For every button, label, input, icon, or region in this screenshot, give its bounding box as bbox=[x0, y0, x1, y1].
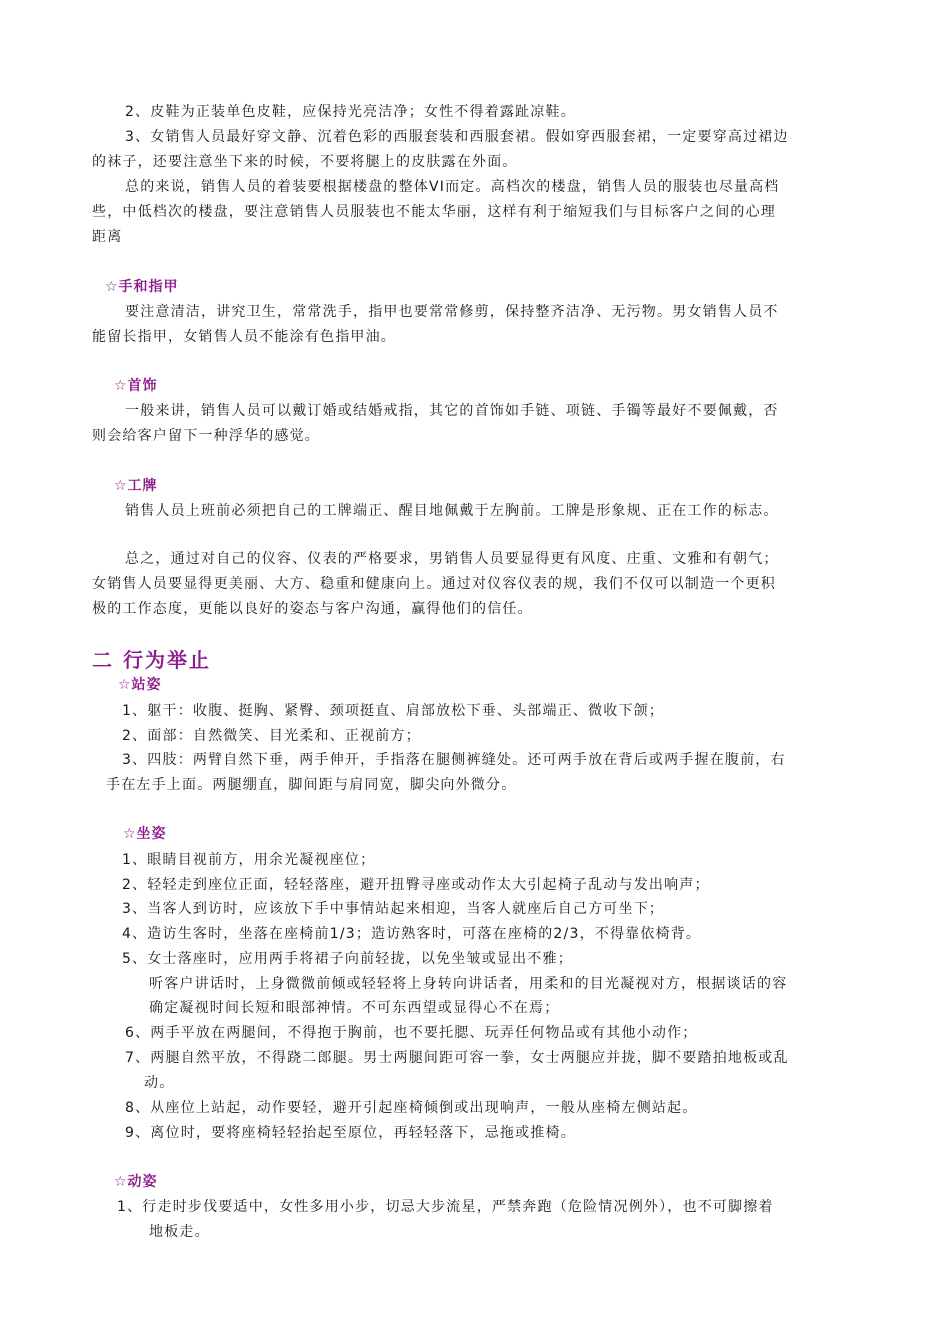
text-line: 距离 bbox=[92, 229, 123, 245]
heading-hands-nails: ☆手和指甲 bbox=[105, 279, 179, 295]
text-line: 2、轻轻走到座位正面，轻轻落座，避开扭臀寻座或动作太大引起椅子乱动与发出响声； bbox=[122, 877, 710, 893]
text-line: 6、两手平放在两腿间，不得抱于胸前，也不要托腮、玩弄任何物品或有其他小动作； bbox=[125, 1025, 698, 1041]
heading-sitting: ☆坐姿 bbox=[123, 826, 167, 842]
text-line: 能留长指甲，女销售人员不能涂有色指甲油。 bbox=[92, 329, 396, 345]
section-title: 二 行为举止 bbox=[92, 648, 211, 672]
text-line: 要注意清洁，讲究卫生，常常洗手，指甲也要常常修剪，保持整齐洁净、无污物。男女销售人员不 bbox=[125, 304, 779, 320]
text-line: 1、眼睛目视前方，用余光凝视座位； bbox=[122, 852, 376, 868]
text-line: 手在左手上面。两腿绷直，脚间距与肩同宽，脚尖向外微分。 bbox=[106, 777, 517, 793]
text-line: 销售人员上班前必须把自己的工牌端正、醒目地佩戴于左胸前。工牌是形象规、正在工作的标志。 bbox=[125, 503, 779, 519]
text-line: 2、皮鞋为正装单色皮鞋，应保持光亮洁净；女性不得着露趾凉鞋。 bbox=[125, 104, 576, 120]
text-line: 地板走。 bbox=[149, 1224, 210, 1240]
text-line: 3、四肢：两臂自然下垂，两手伸开，手指落在腿侧裤缝处。还可两手放在背后或两手握在腹前，右 bbox=[122, 752, 786, 768]
text-line: 一般来讲，销售人员可以戴订婚或结婚戒指，其它的首饰如手链、项链、手镯等最好不要佩戴，否 bbox=[125, 403, 779, 419]
text-line: 极的工作态度，更能以良好的姿态与客户沟通，赢得他们的信任。 bbox=[92, 601, 533, 617]
heading-badge: ☆工牌 bbox=[114, 478, 158, 494]
text-line: 3、女销售人员最好穿文静、沉着色彩的西服套装和西服套裙。假如穿西服套裙，一定要穿高过裙边 bbox=[125, 129, 789, 145]
text-line: 8、从座位上站起，动作要轻，避开引起座椅倾倒或出现响声，一般从座椅左侧站起。 bbox=[125, 1100, 698, 1116]
text-line: 的袜子，还要注意坐下来的时候，不要将腿上的皮肤露在外面。 bbox=[92, 154, 518, 170]
text-line: 9、离位时，要将座椅轻轻抬起至原位，再轻轻落下，忌拖或推椅。 bbox=[125, 1125, 576, 1141]
text-line: 动。 bbox=[144, 1075, 175, 1091]
text-line: 1、行走时步伐要适中，女性多用小步，切忌大步流星，严禁奔跑（危险情况例外），也不可脚擦着 bbox=[117, 1199, 774, 1215]
heading-moving: ☆动姿 bbox=[114, 1174, 158, 1190]
text-line: 确定凝视时间长短和眼部神情。不可东西望或显得心不在焉； bbox=[149, 1000, 560, 1016]
heading-jewelry: ☆首饰 bbox=[114, 378, 158, 394]
text-line: 3、当客人到访时，应该放下手中事情站起来相迎，当客人就座后自己方可坐下； bbox=[122, 901, 665, 917]
text-line: 4、造访生客时，坐落在座椅前1/3；造访熟客时，可落在座椅的2/3，不得靠依椅背。 bbox=[122, 926, 702, 942]
text-line: 5、女士落座时，应用两手将裙子向前轻拢，以免坐皱或显出不雅； bbox=[122, 951, 573, 967]
text-line: 女销售人员要显得更美丽、大方、稳重和健康向上。通过对仪容仪表的规，我们不仅可以制造一个更积 bbox=[92, 576, 776, 592]
text-line: 2、面部：自然微笑、目光柔和、正视前方； bbox=[122, 728, 421, 744]
text-line: 听客户讲话时，上身微微前倾或轻轻将上身转向讲话者，用柔和的目光凝视对方，根据谈话的容 bbox=[149, 976, 788, 992]
text-line: 7、两腿自然平放，不得跷二郎腿。男士两腿间距可容一拳，女士两腿应并拢，脚不要踏拍地板或乱 bbox=[125, 1050, 789, 1066]
heading-standing: ☆站姿 bbox=[118, 677, 162, 693]
text-line: 则会给客户留下一种浮华的感觉。 bbox=[92, 428, 320, 444]
text-line: 总之，通过对自己的仪容、仪表的严格要求，男销售人员要显得更有风度、庄重、文雅和有朝气； bbox=[125, 551, 779, 567]
text-line: 总的来说，销售人员的着装要根据楼盘的整体VI而定。高档次的楼盘，销售人员的服装也尽量高档 bbox=[125, 179, 780, 195]
text-line: 1、躯干：收腹、挺胸、紧臀、颈项挺直、肩部放松下垂、头部端正、微收下颌； bbox=[122, 703, 665, 719]
text-line: 些，中低档次的楼盘，要注意销售人员服装也不能太华丽，这样有利于缩短我们与目标客户之间的心理 bbox=[92, 204, 776, 220]
